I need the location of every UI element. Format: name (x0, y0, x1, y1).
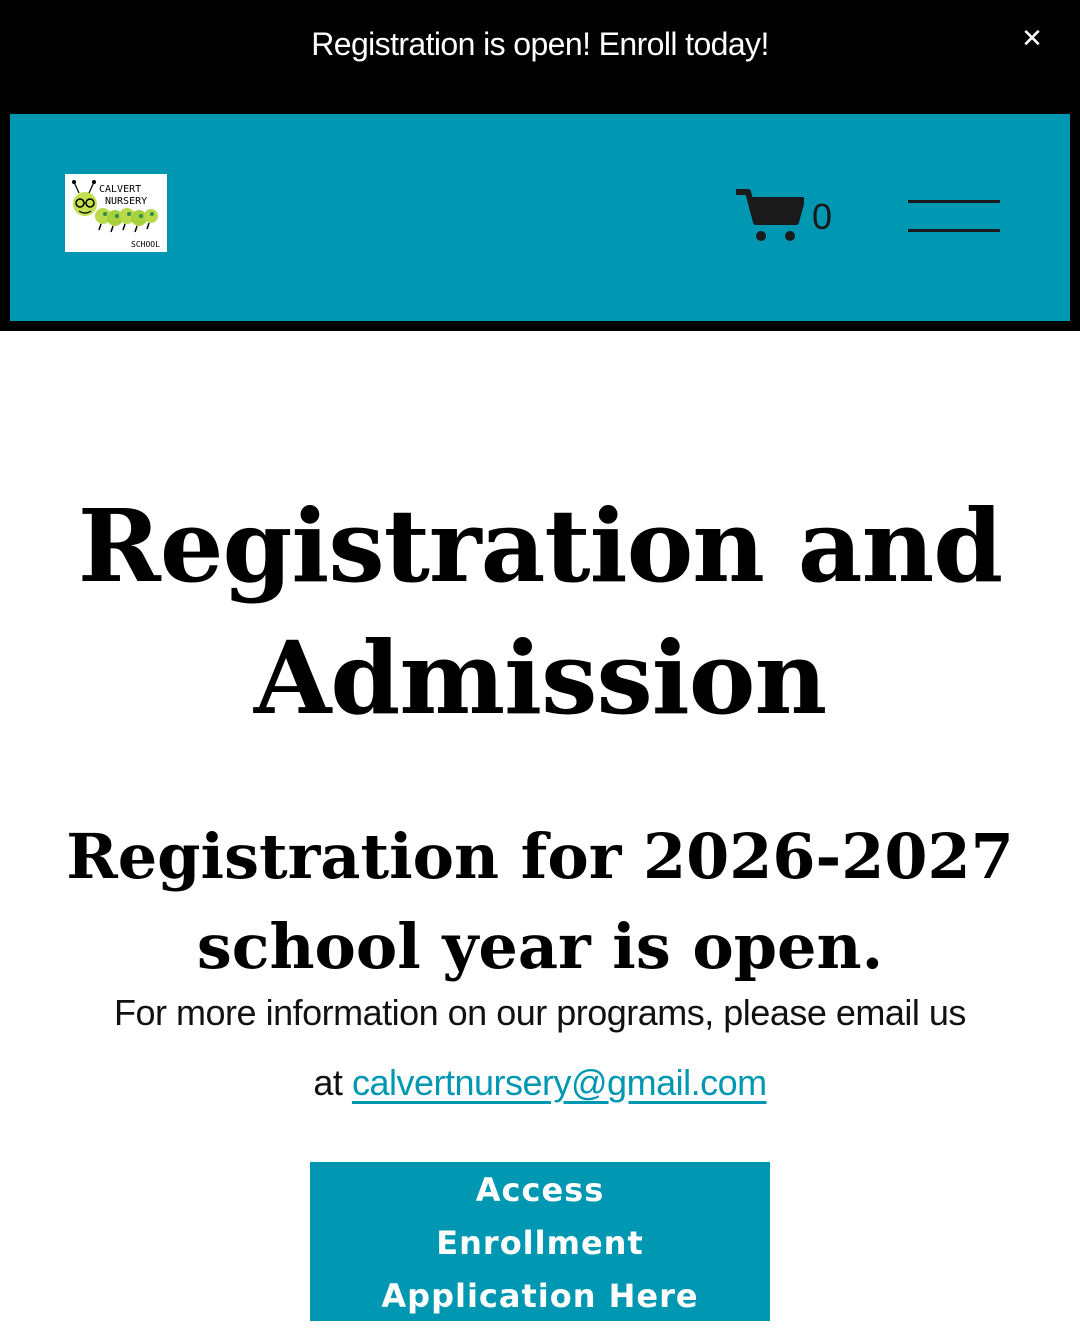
close-icon[interactable]: ✕ (1021, 23, 1043, 53)
announcement-bar (0, 0, 1080, 114)
site-header (10, 114, 1070, 321)
enrollment-application-button[interactable]: Access Enrollment Application Here (310, 1162, 770, 1321)
page-title (0, 480, 1080, 744)
registration-subtitle (0, 812, 1080, 992)
cart-icon (734, 186, 804, 246)
info-text: For more information on our programs, please email us (114, 992, 966, 1033)
subtitle-line-1: Registration for 2026-2027 (66, 820, 1014, 893)
cart-count: 0 (812, 196, 833, 237)
site-logo[interactable] (65, 174, 167, 252)
hamburger-menu-icon[interactable] (908, 196, 1000, 236)
page-title-line-1: Registration and (77, 487, 1003, 605)
announcement-text: Registration is open! Enroll today! (311, 26, 769, 62)
cart-button[interactable] (734, 186, 854, 246)
subtitle-line-2: school year is open. (196, 910, 884, 983)
logo-text-calvert: CALVERT (99, 184, 142, 195)
logo-text-nursery: NURSERY (105, 196, 148, 207)
logo-text-school: SCHOOL (131, 240, 160, 249)
info-prefix: at (313, 1062, 343, 1103)
caterpillar-logo (65, 174, 167, 252)
email-link[interactable]: calvertnursery@gmail.com (351, 1062, 767, 1103)
page-title-line-2: Admission (253, 619, 827, 737)
info-email-line (0, 1062, 1080, 1104)
